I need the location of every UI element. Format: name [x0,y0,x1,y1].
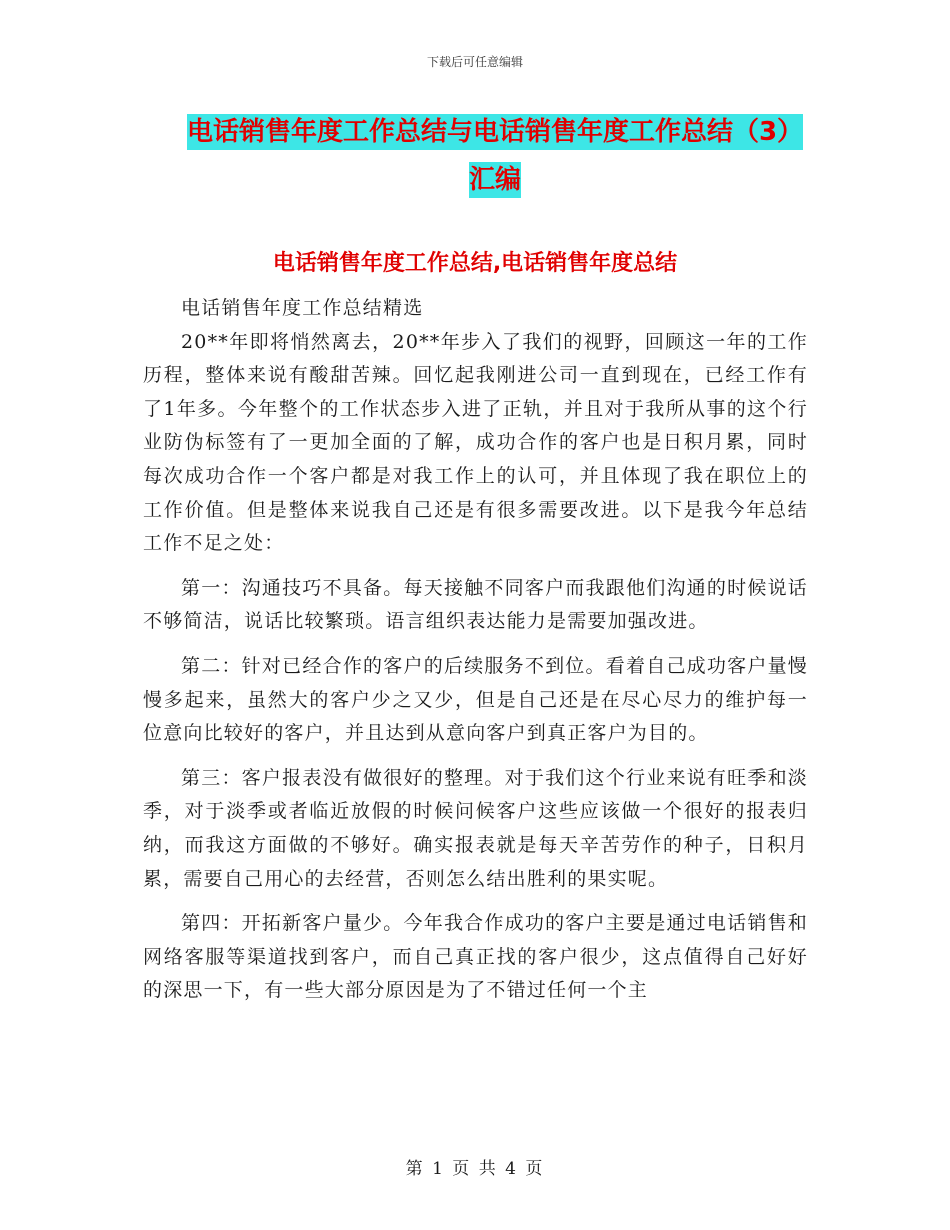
paragraph-heading: 电话销售年度工作总结精选 [181,297,424,319]
paragraph-point-4: 第四：开拓新客户量少。今年我合作成功的客户主要是通过电话销售和网络客服等渠道找到客户，而自己真正找的客户很少，这点值得自己好好的深思一下，有一些大部分原因是为了不错过任何一个主 [143,912,808,1002]
paragraph-point-2: 第二：针对已经合作的客户的后续服务不到位。看着自己成功客户量慢慢多起来，虽然大的客户少之又少，但是自己还是在尽心尽力的维护每一位意向比较好的客户，并且达到从意向客户到真正客户为目的。 [143,654,808,745]
page-footer: 第 1 页 共 4 页 [405,1159,545,1179]
document-title [150,108,840,204]
paragraph-intro: 20**年即将悄然离去，20**年步入了我们的视野，回顾这一年的工作历程，整体来说有酸甜苦辣。回忆起我刚进公司一直到现在，已经工作有了1年多。今年整个的工作状态步入进了正轨，并且对于我所从事的这个行业防伪标签有了一更加全面的了解，成功合作的客户也是日积月累，同时每次成功合作一个客户都是对我工作上的认可，并且体现了我在职位上的工作价值。但是整体来说我自己还是有很多需要改进。以下是我今年总结工作不足之处： [143,330,808,555]
section-title: 电话销售年度工作总结,电话销售年度总结 [272,251,678,276]
body-text [143,292,808,1008]
title-line-1: 电话销售年度工作总结与电话销售年度工作总结（3） [187,114,803,150]
header-note: 下载后可任意编辑 [426,55,523,69]
paragraph-point-1: 第一：沟通技巧不具备。每天接触不同客户而我跟他们沟通的时候说话不够简洁，说话比较繁琐。语言组织表达能力是需要加强改进。 [143,576,808,633]
paragraph-point-3: 第三：客户报表没有做很好的整理。对于我们这个行业来说有旺季和淡季，对于淡季或者临近放假的时候问候客户这些应该做一个很好的报表归纳，而我这方面做的不够好。确实报表就是每天辛苦劳作的种子，日积月累，需要自己用心的去经营，否则怎么结出胜利的果实呢。 [143,766,808,890]
title-line-2: 汇编 [469,162,521,198]
